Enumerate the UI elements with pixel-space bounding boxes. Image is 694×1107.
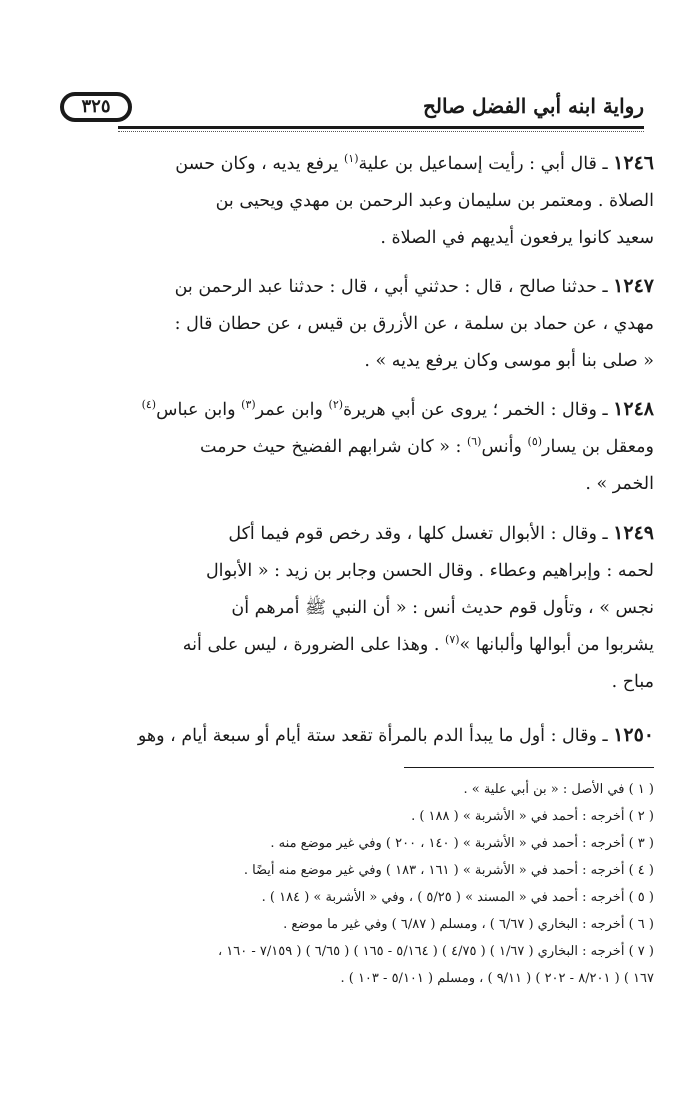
paragraph-1250 xyxy=(44,717,654,755)
text-segment: سعيد كانوا يرفعون أيديهم في الصلاة . xyxy=(380,228,654,248)
text-line xyxy=(44,466,654,503)
text-segment: لحمه : وإبراهيم وعطاء . وقال الحسن وجابر بن زيد : « الأبوال xyxy=(205,561,654,581)
text-segment: ـ حدثنا صالح ، قال : حدثني أبي ، قال : حدثنا عبد الرحمن بن xyxy=(174,277,608,297)
text-line xyxy=(44,268,654,306)
text-segment: الصلاة . ومعتمر بن سليمان وعبد الرحمن بن مهدي ويحيى بن xyxy=(215,191,654,211)
text-segment: مباح . xyxy=(611,672,654,692)
paragraph-1249 xyxy=(44,515,654,701)
text-segment: وابن عمر xyxy=(255,400,329,420)
page-number: ٣٢٥ xyxy=(60,92,132,122)
text-segment: نجس » ، وتأول قوم حديث أنس : « أن النبي ﷺ أمرهم أن xyxy=(231,598,654,618)
text-segment: وابن عباس xyxy=(156,400,242,420)
text-line xyxy=(44,590,654,627)
text-segment: ـ وقال : أول ما يبدأ الدم بالمرأة تقعد ستة أيام أو سبعة أيام ، وهو xyxy=(137,726,608,746)
paragraph-number: ١٢٤٦ xyxy=(613,152,654,174)
footnote: ( ٥ ) أخرجه : أحمد في « المسند » ( ٥/٢٥ ) ، وفي « الأشربة » ( ١٨٤ ) . xyxy=(261,890,654,905)
footnote-separator xyxy=(404,767,654,768)
paragraph-number: ١٢٤٨ xyxy=(613,398,654,420)
footnote: ( ٣ ) أخرجه : أحمد في « الأشربة » ( ١٤٠ ، ٢٠٠ ) وفي غير موضع منه . xyxy=(270,836,654,851)
footnote-ref: (٣) xyxy=(241,398,256,412)
footnote: ( ٢ ) أخرجه : أحمد في « الأشربة » ( ١٨٨ ) . xyxy=(411,809,654,824)
text-line xyxy=(44,343,654,380)
text-line xyxy=(44,183,654,220)
text-line xyxy=(44,220,654,257)
text-line xyxy=(44,429,654,466)
paragraph-number: ١٢٤٧ xyxy=(613,275,654,297)
paragraph-1247 xyxy=(44,268,654,380)
page-header xyxy=(60,90,644,132)
text-segment: . وهذا على الضرورة ، ليس على أنه xyxy=(182,635,446,655)
text-line xyxy=(44,717,654,755)
footnote: ١٦٧ ) ( ٨/٢٠١ - ٢٠٢ ) ( ٩/١١ ) ، ومسلم ( ٥/١٠١ - ١٠٣ ) . xyxy=(340,971,654,986)
text-segment: يشربوا من أبوالها وألبانها » xyxy=(459,635,654,655)
footnote-ref: (٦) xyxy=(466,435,482,449)
text-line xyxy=(44,306,654,343)
paragraph-1246 xyxy=(44,145,654,257)
paragraph-number: ١٢٥٠ xyxy=(613,724,654,746)
header-dotted-rule xyxy=(118,131,644,132)
text-segment: ومعقل بن يسار xyxy=(542,437,654,457)
footnote-ref: (٤) xyxy=(141,398,157,412)
footnote-ref: (٢) xyxy=(328,398,344,412)
footnotes xyxy=(39,776,654,992)
text-line xyxy=(44,145,654,183)
footnote: ( ٧ ) أخرجه : البخاري ( ١/٦٧ ) ( ٤/٧٥ ) ( ٥/١٦٤ - ١٦٥ ) ( ٦/٦٥ ) ( ٧/١٥٩ - ١٦٠ ، xyxy=(217,944,654,959)
text-line xyxy=(44,664,654,701)
footnote-ref: (٥) xyxy=(527,435,543,449)
text-segment: : « كان شرابهم الفضيخ حيث حرمت xyxy=(200,437,467,457)
footnote: ( ١ ) في الأصل : « بن أبي علية » . xyxy=(463,782,654,797)
text-segment: يرفع يديه ، وكان حسن xyxy=(175,154,344,174)
text-segment: الخمر » . xyxy=(585,474,654,494)
footnote: ( ٦ ) أخرجه : البخاري ( ٦/٦٧ ) ، ومسلم ( ٦/٨٧ ) وفي غير ما موضع . xyxy=(283,917,654,932)
text-segment: « صلى بنا أبو موسى وكان يرفع يديه » . xyxy=(364,351,654,371)
footnote-ref: (٧) xyxy=(445,633,460,647)
text-segment: ـ قال أبي : رأيت إسماعيل بن علية xyxy=(358,154,608,174)
text-line xyxy=(44,515,654,553)
paragraph-1248 xyxy=(44,391,654,503)
text-line xyxy=(44,627,654,664)
text-line xyxy=(44,553,654,590)
text-segment: ـ وقال : الخمر ؛ يروى عن أبي هريرة xyxy=(343,400,608,420)
paragraph-number: ١٢٤٩ xyxy=(613,522,654,544)
running-title: رواية ابنه أبي الفضل صالح xyxy=(422,94,644,118)
text-segment: وأنس xyxy=(481,437,528,457)
header-rule xyxy=(118,126,644,129)
text-segment: ـ وقال : الأبوال تغسل كلها ، وقد رخص قوم فيما أكل xyxy=(228,524,608,544)
text-line xyxy=(44,391,654,429)
footnote: ( ٤ ) أخرجه : أحمد في « الأشربة » ( ١٦١ ، ١٨٣ ) وفي غير موضع منه أيضًا . xyxy=(243,863,654,878)
footnote-ref: (١) xyxy=(343,152,359,166)
text-segment: مهدي ، عن حماد بن سلمة ، عن الأزرق بن قيس ، عن حطان قال : xyxy=(174,314,654,334)
